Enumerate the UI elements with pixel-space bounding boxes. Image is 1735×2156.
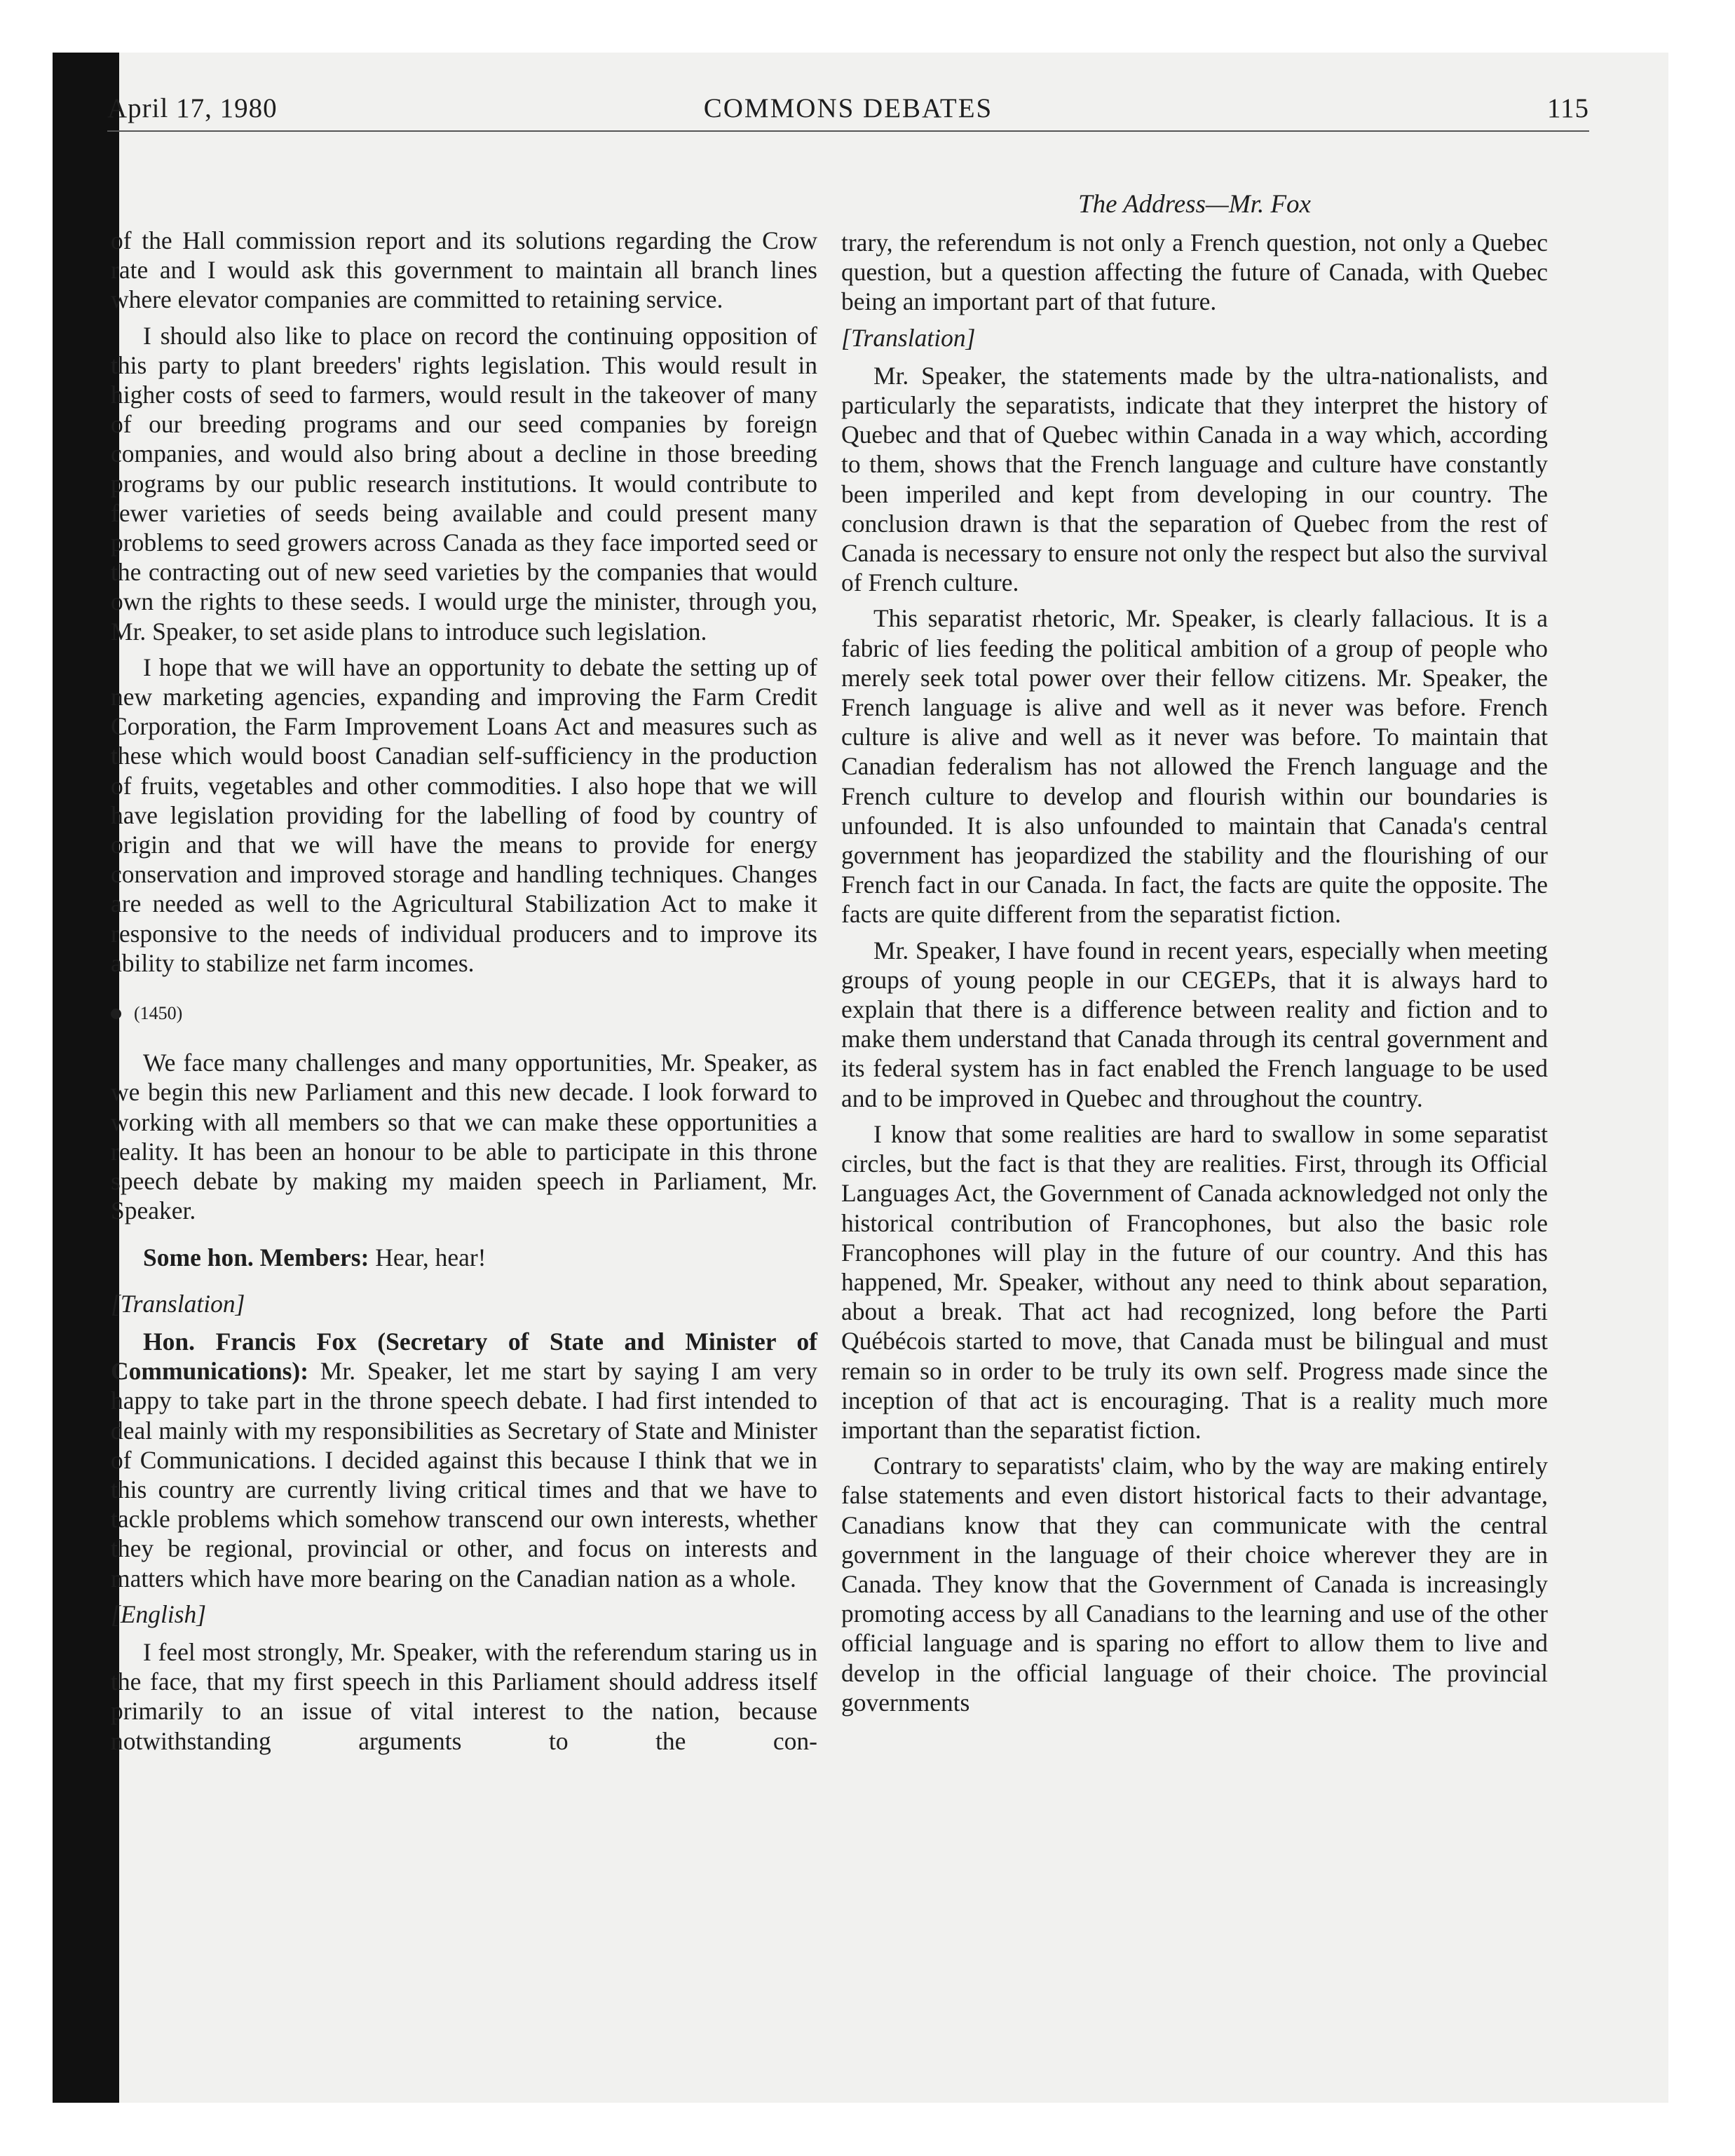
time-marker-text: (1450) — [134, 1003, 183, 1024]
running-head: The Address—Mr. Fox — [1078, 190, 1311, 219]
paragraph: I know that some realities are hard to swallow in some separatist circles, but the fact is that they are realities. First, through its Official Languages Act, the Government of Canada acknowledged not only the historical contribution of Francophones, but also the basic role Francophones will play in the future of our country. And this has happened, Mr. Speaker, without any need to think about separation, about a break. That act had recognized, long before the Parti Québécois started to move, that Canada must be bilingual and must remain so in order to be truly its own self. Progress made since the inception of that act is encouraging. That is a reality much more important than the separatist fiction. — [841, 1119, 1548, 1444]
right-column — [841, 228, 1548, 1724]
speech-text: Mr. Speaker, let me start by saying I am very happy to take part in the throne speech debate. I had first intended to deal mainly with my responsibilities as Secretary of State and Minister of Communications. I decided against this because I think that we in this country are currently living critical times and that we have to tackle problems which somehow transcend our own interests, whether they be regional, provincial or other, and focus on interests and matters which have more bearing on the Canadian nation as a whole. — [111, 1357, 817, 1592]
paragraph: trary, the referendum is not only a French question, not only a Quebec question, but a question affecting the future of Canada, with Quebec being an important part of that future. — [841, 228, 1548, 316]
translation-label: [Translation] — [111, 1289, 245, 1318]
time-marker — [111, 999, 817, 1028]
paragraph: This separatist rhetoric, Mr. Speaker, is clearly fallacious. It is a fabric of lies feeding the political ambition of a group of people who merely seek total power over their fellow citizens. Mr. Speaker, the French language is alive and well as it never was before. French culture is alive and well as it never was before. To maintain that Canadian federalism has not allowed the French language and the French culture to develop and flourish within our boundaries is unfounded. It is also unfounded to maintain that Canada's central government has jeopardized the stability and the flourishing of our French fact in our Canada. In fact, the facts are quite the opposite. The facts are quite different from the separatist fiction. — [841, 604, 1548, 929]
speech-paragraph — [111, 1327, 817, 1593]
bullet-icon — [111, 1009, 121, 1019]
paragraph: We face many challenges and many opportunities, Mr. Speaker, as we begin this new Parliament and this new decade. I look forward to working with all members so that we can make these opportunities a reality. It has been an honour to be able to participate in this throne speech debate by making my maiden speech in Parliament, Mr. Speaker. — [111, 1049, 817, 1225]
header-date: April 17, 1980 — [107, 93, 278, 123]
header-title: COMMONS DEBATES — [703, 93, 993, 123]
left-column — [111, 226, 817, 1762]
paragraph: I feel most strongly, Mr. Speaker, with the referendum staring us in the face, that my first speech in this Parliament should address itself primarily to an issue of vital interest to the nation, because notwithstanding arguments to the con- — [111, 1637, 817, 1755]
paragraph: of the Hall commission report and its solutions regarding the Crow rate and I would ask this government to maintain all branch lines where elevator companies are committed to retaining service. — [111, 226, 817, 314]
page-number: 115 — [1546, 93, 1589, 123]
page-header — [107, 86, 1589, 132]
speaker-name: Some hon. Members: — [143, 1243, 369, 1271]
translation-label: [Translation] — [841, 323, 976, 352]
interjection — [111, 1243, 817, 1272]
paragraph: Mr. Speaker, the statements made by the ultra-nationalists, and particularly the separatists, indicate that they interpret the history of Quebec and that of Quebec within Canada in a way which, according to them, shows that the French language and culture have constantly been imperiled and kept from developing in our country. The conclusion drawn is that the separation of Quebec from the rest of Canada is necessary to ensure not only the respect but also the survival of French culture. — [841, 361, 1548, 597]
paragraph: Mr. Speaker, I have found in recent years, especially when meeting groups of young people in our CEGEPs, that it is always hard to explain that there is a difference between reality and fiction and to make them understand that Canada through its central government and its federal system has in fact enabled the French language to be used and to be improved in Quebec and throughout the country. — [841, 936, 1548, 1112]
paragraph: I should also like to place on record the continuing opposition of this party to plant breeders' rights legislation. This would result in higher costs of seed to farmers, would result in the takeover of many of our breeding programs and our seed companies by foreign companies, and would also bring about a decline in those breeding programs by our public research institutions. It would contribute to fewer varieties of seeds being available and could present many problems to seed growers across Canada as they face imported seed or the contracting out of new seed varieties by the companies that would own the rights to these seeds. I would urge the minister, through you, Mr. Speaker, to set aside plans to introduce such legislation. — [111, 321, 817, 646]
english-label: [English] — [111, 1599, 207, 1628]
speaker-name: Hon. Francis Fox (Secretary of State and Minister of Communications): — [111, 1327, 817, 1386]
binding-strip — [53, 53, 119, 2103]
interjection-text: Hear, hear! — [375, 1243, 487, 1271]
paragraph: I hope that we will have an opportunity to debate the setting up of new marketing agencies, expanding and improving the Farm Credit Corporation, the Farm Improvement Loans Act and measures such as these which would boost Canadian self-sufficiency in the production of fruits, vegetables and other commodities. I also hope that we will have legislation providing for the labelling of food by country of origin and that we will have the means to provide for energy conservation and improved storage and handling techniques. Changes are needed as well to the Agricultural Stabilization Act to make it responsive to the needs of individual producers and to improve its ability to stabilize net farm incomes. — [111, 653, 817, 977]
paragraph: Contrary to separatists' claim, who by the way are making entirely false statements and even distort historical facts to their advantage, Canadians know that they can communicate with the central government in the language of their choice wherever they are in Canada. They know that the Government of Canada is increasingly promoting access by all Canadians to the learning and use of the other official language and is sparing no effort to allow them to live and develop in the official language of their choice. The provincial governments — [841, 1452, 1548, 1717]
